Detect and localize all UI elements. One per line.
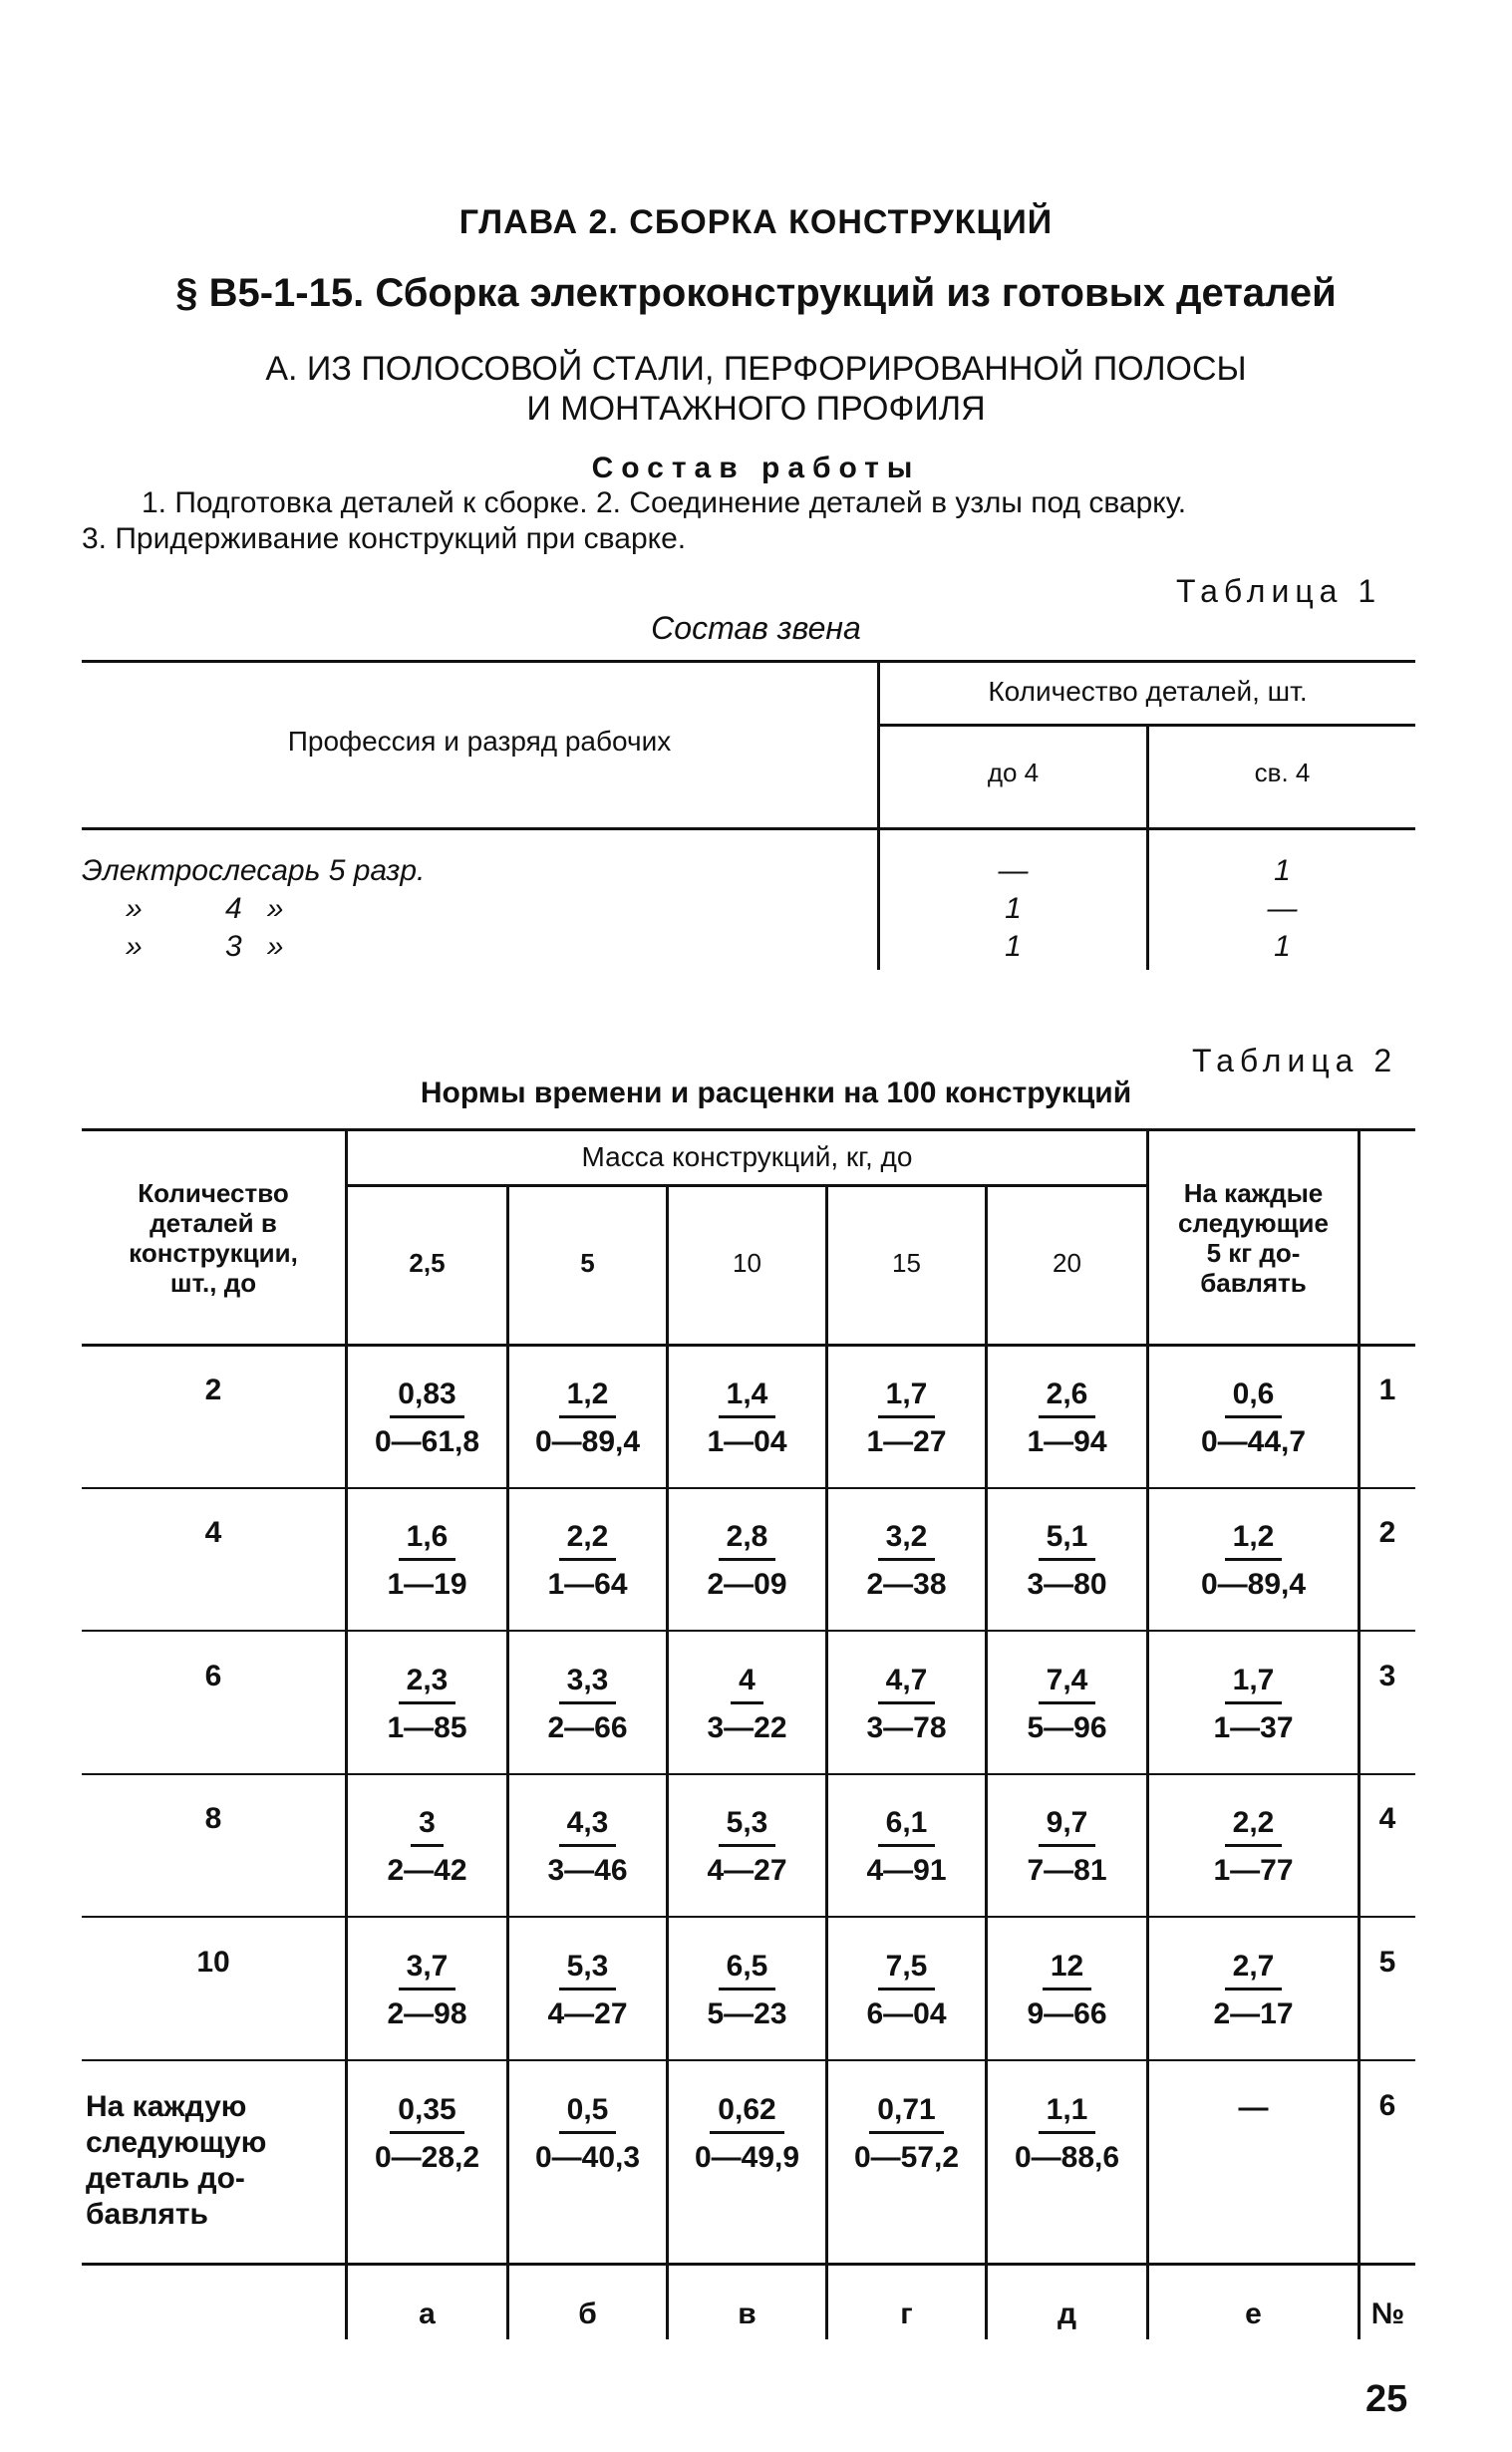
- table2-cell-norm: 1,2: [1225, 1518, 1283, 1561]
- table2-cell-price: 0—89,4: [1200, 1568, 1307, 1601]
- table2-cell: [993, 1662, 1142, 1748]
- table2-row-number: 6: [1378, 2089, 1396, 2122]
- table2-cell-norm: 1,6: [399, 1518, 456, 1561]
- table2-vrule: [985, 1184, 988, 2339]
- table2-head-each-line: следующие: [1178, 1208, 1329, 1238]
- page-number: 25: [1365, 2378, 1408, 2420]
- table2-cell-price: 0—88,6: [1014, 2141, 1120, 2174]
- table2-cell-norm: 1,7: [878, 1376, 936, 1418]
- table2-cell-each: —: [1238, 2091, 1269, 2124]
- table2-cell-norm: 3,3: [559, 1662, 617, 1704]
- table2-last-row-label-line: бавлять: [86, 2198, 208, 2231]
- table2-cell: [673, 1804, 822, 1891]
- table2-col-letter: г: [900, 2298, 913, 2330]
- table1-head-over4: св. 4: [1254, 758, 1311, 787]
- table1-mid-rule: [82, 827, 1415, 830]
- table2-cell-norm: 3,7: [399, 1948, 456, 1991]
- table2-last-row-label: [86, 2089, 345, 2233]
- table2-cell-norm: 1,2: [559, 1376, 617, 1418]
- table2-cell: [1179, 1376, 1329, 1462]
- table2-row-number: 2: [1378, 1516, 1396, 1549]
- table2-last-row-label-line: деталь до-: [86, 2162, 245, 2195]
- table2-head-each: [1149, 1178, 1358, 1298]
- table2-cell: [993, 1804, 1142, 1891]
- table2-cell: [1179, 1948, 1329, 2034]
- table2-row-number: 5: [1378, 1946, 1396, 1979]
- table2-cell-price: 2—98: [387, 1997, 467, 2030]
- table2-col-letter: е: [1245, 2298, 1262, 2330]
- table2-cell-norm: 5,1: [1039, 1518, 1096, 1561]
- table2-cell-norm: 4: [731, 1662, 763, 1704]
- table2-cell-price: 1—37: [1213, 1711, 1294, 1744]
- table2-vrule: [666, 1184, 669, 2339]
- subsection-line-1: А. ИЗ ПОЛОСОВОЙ СТАЛИ, ПЕРФОРИРОВАННОЙ ПОЛОСЫ: [265, 350, 1247, 388]
- table2-col-letter: б: [578, 2298, 597, 2330]
- table2-vrule: [345, 1128, 348, 2339]
- table2-cell-price: 3—80: [1027, 1568, 1107, 1601]
- table2-cell-price: 1—04: [707, 1425, 787, 1458]
- table1-row-upto4: —: [998, 854, 1029, 887]
- table1-caption: Состав звена: [651, 610, 861, 646]
- table2-cell-price: 0—28,2: [374, 2141, 480, 2174]
- table2-mass-rule: [345, 1184, 1146, 1187]
- table2-cell-price: 2—09: [707, 1568, 787, 1601]
- table2-last-row-label-line: На каждую: [86, 2090, 247, 2123]
- table2-cell: [353, 1804, 502, 1891]
- table2-cell-norm: 1,4: [719, 1376, 776, 1418]
- table1-row-over4: 1: [1274, 930, 1291, 963]
- table2-cell: [1179, 1804, 1329, 1891]
- table1-top-rule: [82, 660, 1415, 663]
- table2-col-letter: а: [419, 2298, 436, 2330]
- table2-cell-norm: 0,71: [869, 2091, 943, 2134]
- table2-cell: [513, 2091, 663, 2178]
- table2-cell-norm: 0,83: [390, 1376, 463, 1418]
- table2-cell-price: 1—85: [387, 1711, 467, 1744]
- table2-last-row-label-line: следующую: [86, 2126, 267, 2159]
- table2-head-parts-line: конструкции,: [129, 1238, 298, 1268]
- table2-cell-price: 2—17: [1213, 1997, 1294, 2030]
- table2-cell-norm: 7,5: [878, 1948, 936, 1991]
- table2-row-number: 4: [1378, 1802, 1396, 1835]
- table2-cell-norm: 2,8: [719, 1518, 776, 1561]
- table2-cell-price: 3—46: [547, 1854, 628, 1887]
- table1-head-qty: Количество деталей, шт.: [988, 676, 1308, 707]
- table2-cell: [832, 1376, 982, 1462]
- table2-top-rule: [82, 1128, 1415, 1131]
- table2-cell-price: 5—96: [1027, 1711, 1107, 1744]
- table2-cell-price: 3—22: [707, 1711, 787, 1744]
- table2-row-number: 3: [1378, 1660, 1396, 1692]
- table2-cell-norm: 0,5: [559, 2091, 617, 2134]
- table2-mass-col: 5: [580, 1248, 595, 1278]
- table2-cell-norm: 0,62: [710, 2091, 783, 2134]
- table2-cell-price: 0—61,8: [374, 1425, 480, 1458]
- table2-cell: [513, 1804, 663, 1891]
- table2-cell: [353, 2091, 502, 2178]
- table2-row-rule: [82, 1773, 1415, 1775]
- table2-row-rule: [82, 1916, 1415, 1918]
- table2-vrule: [825, 1184, 828, 2339]
- subsection-title: [0, 349, 1512, 429]
- table2-cell: [1179, 1662, 1329, 1748]
- table2-cell-price: 4—27: [707, 1854, 787, 1887]
- table2-cell-price: 0—89,4: [534, 1425, 641, 1458]
- table2-mass-col: 2,5: [409, 1248, 446, 1278]
- table2-head-mass: Масса конструкций, кг, до: [581, 1141, 913, 1172]
- table2-cell-price: 6—04: [866, 1997, 947, 2030]
- table2-cell: [673, 2091, 822, 2178]
- table2-cell-norm: 4,3: [559, 1804, 617, 1847]
- table2-bottom-rule: [82, 2263, 1415, 2266]
- subsection-line-2: И МОНТАЖНОГО ПРОФИЛЯ: [526, 390, 986, 428]
- table2-cell-norm: 9,7: [1039, 1804, 1096, 1847]
- table2-col-letter: №: [1370, 2298, 1405, 2330]
- table2-col-letter: д: [1057, 2298, 1077, 2330]
- table2-head-each-line: На каждые: [1183, 1178, 1324, 1208]
- table2-cell-price: 9—66: [1027, 1997, 1107, 2030]
- section-title: § В5-1-15. Сборка электроконструкций из готовых деталей: [175, 271, 1337, 315]
- table2-cell-norm: 2,2: [559, 1518, 617, 1561]
- table2-cell-norm: 6,5: [719, 1948, 776, 1991]
- table2-head-parts-line: деталей в: [150, 1208, 277, 1238]
- table2-cell: [993, 1518, 1142, 1605]
- table2-cell-norm: 2,3: [399, 1662, 456, 1704]
- table2-cell: [1179, 1518, 1329, 1605]
- table2-cell: [673, 1662, 822, 1748]
- work-heading: Состав работы: [591, 452, 921, 484]
- table1-row-prof: » 4 »: [126, 892, 284, 925]
- table2-row-label: 6: [204, 1660, 222, 1692]
- table2-row-label: 2: [204, 1374, 222, 1406]
- table2-cell-norm: 5,3: [559, 1948, 617, 1991]
- table2-cell-price: 1—94: [1027, 1425, 1107, 1458]
- table2-cell-norm: 0,35: [390, 2091, 463, 2134]
- table2-cell: [513, 1662, 663, 1748]
- table2-cell-price: 4—91: [866, 1854, 947, 1887]
- table2-cell: [673, 1948, 822, 2034]
- table2-cell-price: 1—19: [387, 1568, 467, 1601]
- table2-cell-price: 5—23: [707, 1997, 787, 2030]
- table2-row-number: 1: [1378, 1374, 1396, 1406]
- table2-cell-norm: 4,7: [878, 1662, 936, 1704]
- table1-row-over4: —: [1267, 892, 1298, 925]
- table1-head-upto4: до 4: [987, 758, 1040, 787]
- table2-cell-price: 0—44,7: [1200, 1425, 1307, 1458]
- table2-cell-price: 1—64: [547, 1568, 628, 1601]
- table2-cell-price: 2—66: [547, 1711, 628, 1744]
- table2-cell: [832, 2091, 982, 2178]
- table2-col-letter: в: [738, 2298, 756, 2330]
- table2-cell: [993, 1948, 1142, 2034]
- table2-cell-norm: 0,6: [1225, 1376, 1283, 1418]
- table2-cell-norm: 1,1: [1039, 2091, 1096, 2134]
- table2-head-parts-line: Количество: [138, 1178, 289, 1208]
- table2-cell-norm: 2,2: [1225, 1804, 1283, 1847]
- table2-cell-price: 3—78: [866, 1711, 947, 1744]
- table2-cell-norm: 3: [411, 1804, 444, 1847]
- table2-cell-price: 1—27: [866, 1425, 947, 1458]
- table2-cell: [353, 1948, 502, 2034]
- table2-cell: [832, 1662, 982, 1748]
- table2-head-parts: [82, 1178, 345, 1298]
- table1-row-upto4: 1: [1005, 892, 1022, 925]
- table2-row-label: 8: [204, 1802, 222, 1835]
- table2-cell-price: 1—77: [1213, 1854, 1294, 1887]
- table2-cell-price: 2—42: [387, 1854, 467, 1887]
- table1-row-upto4: 1: [1005, 930, 1022, 963]
- table2-head-rule: [82, 1344, 1415, 1347]
- table2-cell: [353, 1518, 502, 1605]
- table2-cell: [832, 1804, 982, 1891]
- table2-cell-price: 0—40,3: [534, 2141, 641, 2174]
- table2-cell: [673, 1376, 822, 1462]
- table2-mass-col: 15: [892, 1248, 921, 1278]
- table2-cell: [832, 1518, 982, 1605]
- table2-cell-price: 2—38: [866, 1568, 947, 1601]
- table2-cell: [513, 1948, 663, 2034]
- table2-row-label: 4: [204, 1516, 222, 1549]
- table1-row-prof: Электрослесарь 5 разр.: [82, 854, 426, 887]
- table1-row-prof: » 3 »: [126, 930, 284, 963]
- table2-cell: [832, 1948, 982, 2034]
- table2-cell-norm: 2,7: [1225, 1948, 1283, 1991]
- table2-label: Таблица 2: [1192, 1043, 1398, 1078]
- table2-cell: [993, 2091, 1142, 2178]
- chapter-title: ГЛАВА 2. СБОРКА КОНСТРУКЦИЙ: [458, 203, 1054, 241]
- table2-row-rule: [82, 2059, 1415, 2061]
- work-text: [82, 485, 1437, 557]
- table2-vrule: [506, 1184, 509, 2339]
- table1-row-over4: 1: [1274, 854, 1291, 887]
- table2-cell-price: 0—57,2: [853, 2141, 960, 2174]
- table2-cell: [353, 1376, 502, 1462]
- table2-cell-price: 0—49,9: [694, 2141, 800, 2174]
- table2-cell: [513, 1518, 663, 1605]
- table2-vrule: [1146, 1128, 1149, 2339]
- table2-cell-norm: 12: [1043, 1948, 1091, 1991]
- table2-cell: [513, 1376, 663, 1462]
- work-text-line-2: 3. Придерживание конструкций при сварке.: [82, 522, 687, 555]
- table2-head-each-line: 5 кг до-: [1206, 1238, 1301, 1268]
- table1-label: Таблица 1: [1176, 573, 1382, 609]
- work-text-line-1: 1. Подготовка деталей к сборке. 2. Соединение деталей в узлы под сварку.: [142, 486, 1187, 519]
- table2-row-rule: [82, 1630, 1415, 1632]
- table2-cell: [673, 1518, 822, 1605]
- table2-mass-col: 20: [1053, 1248, 1081, 1278]
- table2-cell-norm: 6,1: [878, 1804, 936, 1847]
- table2-caption: Нормы времени и расценки на 100 конструкций: [420, 1076, 1132, 1109]
- table1-head-profession: Профессия и разряд рабочих: [287, 726, 672, 757]
- table2-mass-col: 10: [733, 1248, 761, 1278]
- table2-row-label: 10: [196, 1946, 230, 1979]
- table2-head-parts-line: шт., до: [169, 1268, 257, 1298]
- table2-cell-norm: 1,7: [1225, 1662, 1283, 1704]
- table2-cell-norm: 7,4: [1039, 1662, 1096, 1704]
- table2-cell: [353, 1662, 502, 1748]
- table2-row-rule: [82, 1487, 1415, 1489]
- table2-vrule: [1358, 1128, 1361, 2339]
- table2-cell-norm: 2,6: [1039, 1376, 1096, 1418]
- table2-cell-norm: 3,2: [878, 1518, 936, 1561]
- table2-cell: [993, 1376, 1142, 1462]
- table2-cell-norm: 5,3: [719, 1804, 776, 1847]
- table2-cell-price: 7—81: [1027, 1854, 1107, 1887]
- table2-head-each-line: бавлять: [1200, 1268, 1307, 1298]
- table2-cell-price: 4—27: [547, 1997, 628, 2030]
